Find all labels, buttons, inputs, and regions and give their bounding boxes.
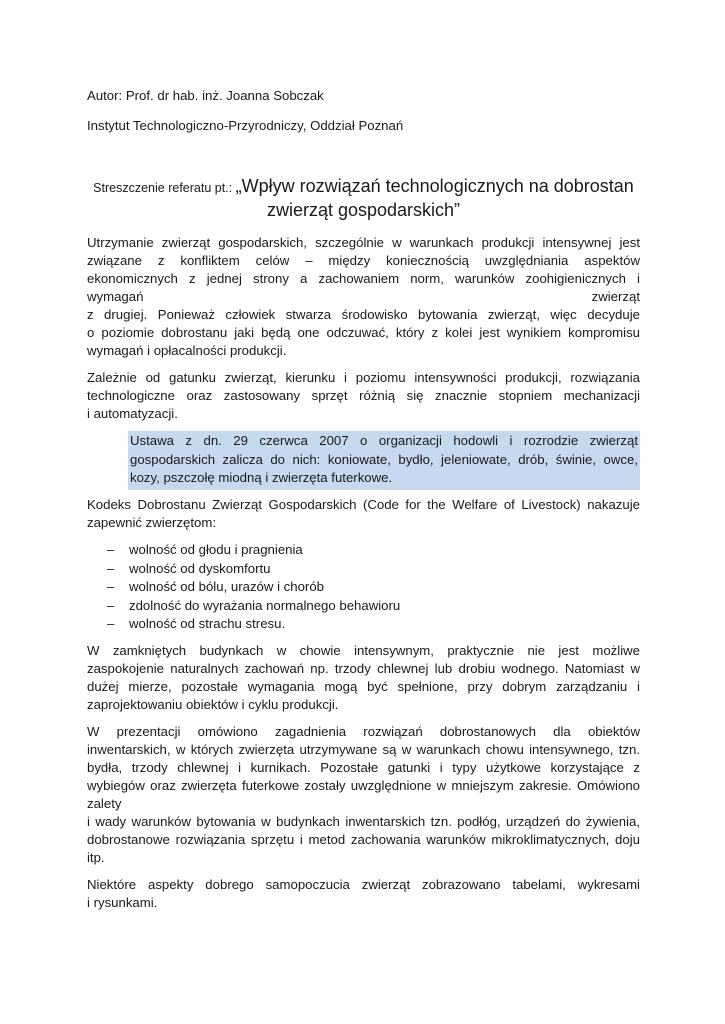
paragraph-line: dużej mierze, pozostałe wymagania mogą być spełnione, przy dobrym zarządzaniu i — [87, 679, 640, 694]
paragraph-line: i wady warunków bytowania w budynkach inwentarskich tzn. podłóg, urządzeń do żywienia, — [87, 814, 640, 829]
list-item-text: wolność od strachu stresu. — [129, 616, 286, 631]
document-title — [87, 174, 640, 222]
paragraph-word: zwierząt — [591, 289, 640, 304]
list-item — [107, 578, 400, 597]
highlight-line: Ustawa z dn. 29 czerwca 2007 o organizacji hodowli i rozrodzie zwierząt — [130, 433, 638, 448]
title-prefix: Streszczenie referatu pt.: — [93, 181, 236, 195]
paragraph-line: Kodeks Dobrostanu Zwierząt Gospodarskich (Code for the Welfare of Livestock) nakazuje — [87, 497, 640, 512]
list-bullet: – — [107, 616, 115, 631]
title-line-1: „Wpływ rozwiązań technologicznych na dobrostan — [235, 176, 634, 196]
list-bullet: – — [107, 597, 115, 613]
list-item — [107, 560, 400, 579]
paragraph-line: W zamkniętych budynkach w chowie intensywnym, praktycznie nie jest możliwe — [87, 643, 640, 658]
paragraph-line: zaspokojenie naturalnych zachowań np. trzody chlewnej lub drobiu wodnego. Natomiast w — [87, 661, 640, 676]
paragraph-line: i rysunkami. — [87, 895, 158, 910]
list-item-text: wolność od dyskomfortu — [129, 560, 271, 576]
author-line: Autor: Prof. dr hab. inż. Joanna Sobczak — [87, 88, 324, 103]
title-line-2: zwierząt gospodarskich” — [266, 200, 461, 220]
paragraph-line: i automatyzacji. — [87, 406, 178, 421]
paragraph-line: zaprojektowaniu obiektów i cyklu produkcji. — [87, 697, 339, 712]
highlight-line: gospodarskich zalicza do nich: koniowate, bydło, jeleniowate, drób, świnie, owce, — [130, 451, 638, 467]
paragraph-line: Zależnie od gatunku zwierząt, kierunku i poziomu intensywności produkcji, rozwiązania — [87, 370, 640, 385]
paragraph-line: dobrostanowe rozwiązania sprzętu i metod zachowania warunków mikroklimatycznych, doju — [87, 832, 640, 847]
paragraph-line: zalety — [87, 796, 122, 811]
paragraph-line: itp. — [87, 850, 105, 865]
paragraph-line: bydła, trzody chlewnej i kurnikach. Pozostałe gatunki i typy użytkowe korzystające z — [87, 760, 640, 775]
paragraph-word: wymagań — [87, 289, 144, 304]
highlight-line: kozy, pszczołę miodną i zwierzęta futerkowe. — [130, 470, 393, 485]
paragraph-line: Niektóre aspekty dobrego samopoczucia zwierząt zobrazowano tabelami, wykresami — [87, 877, 640, 892]
list-item — [107, 541, 400, 560]
list-bullet: – — [107, 560, 115, 576]
institute-line: Instytut Technologiczno-Przyrodniczy, Oddział Poznań — [87, 118, 404, 133]
list-bullet: – — [107, 542, 115, 557]
list-bullet: – — [107, 579, 115, 594]
paragraph-line: związane z konfliktem celów – między koniecznością uwzględniania aspektów — [87, 253, 640, 268]
list-item-text: wolność od bólu, urazów i chorób — [129, 579, 324, 594]
paragraph-line — [87, 288, 640, 307]
list-item-text: wolność od głodu i pragnienia — [129, 542, 303, 557]
paragraph-line: technologiczne oraz zastosowany sprzęt różnią się znacznie stopniem mechanizacji — [87, 388, 640, 403]
paragraph-line: inwentarskich, w których zwierzęta utrzymywane są w warunkach chowu intensywnego, tzn. — [87, 742, 640, 757]
paragraph-line: wymagań i opłacalności produkcji. — [87, 343, 287, 358]
paragraph-line: Utrzymanie zwierząt gospodarskich, szczególnie w warunkach produkcji intensywnej jest — [87, 235, 640, 250]
paragraph-line: W prezentacji omówiono zagadnienia rozwiązań dobrostanowych dla obiektów — [87, 724, 640, 739]
paragraph-line: z drugiej. Ponieważ człowiek stwarza środowisko bytowania zwierząt, więc decyduje — [87, 307, 640, 322]
paragraph-line: o poziomie dobrostanu jaki będą one odczuwać, który z kolei jest wynikiem kompromisu — [87, 325, 640, 340]
paragraph-line: zapewnić zwierzętom: — [87, 515, 216, 530]
paragraph-line: ekonomicznych z jednej strony a zachowaniem norm, warunków zoohigienicznych i — [87, 271, 640, 286]
list-item — [107, 615, 400, 634]
list-item — [107, 597, 400, 616]
list-item-text: zdolność do wyrażania normalnego behawioru — [129, 597, 401, 613]
freedoms-list — [107, 541, 400, 634]
paragraph-line: wybiegów oraz zwierzęta futerkowe zostały uwzględnione w mniejszym zakresie. Omówiono — [87, 778, 640, 793]
highlighted-quote — [128, 431, 640, 490]
